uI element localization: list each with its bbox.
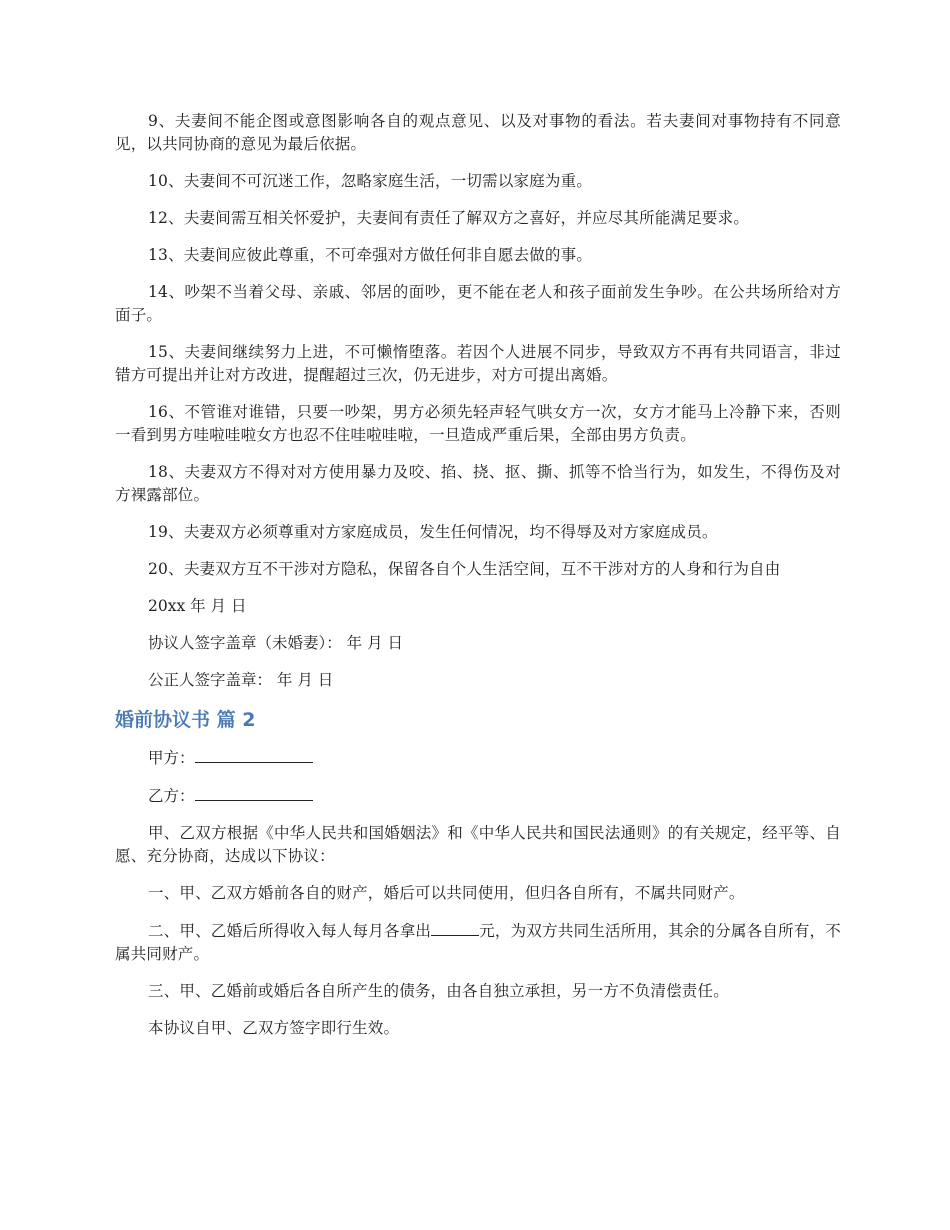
party-b-label: 乙方：: [148, 787, 195, 805]
section-heading: 婚前协议书 篇 2: [115, 709, 256, 731]
agreement-intro-paragraph: 甲、乙双方根据《中华人民共和国婚姻法》和《中华人民共和国民法通则》的有关规定，经平等、自愿、充分协商，达成以下协议：: [115, 824, 841, 865]
clause-paragraph: 9、夫妻间不能企图或意图影响各自的观点意见、以及对事物的看法。若夫妻间对事物持有不同意见，以共同协商的意见为最后依据。: [115, 112, 841, 153]
clause-two-paragraph: [115, 919, 841, 966]
clause-paragraph: 19、夫妻双方必须尊重对方家庭成员，发生任何情况，均不得辱及对方家庭成员。: [148, 523, 718, 541]
clause-paragraph: 10、夫妻间不可沉迷工作，忽略家庭生活，一切需以家庭为重。: [148, 172, 593, 190]
clause-paragraph: 13、夫妻间应彼此尊重，不可牵强对方做任何非自愿去做的事。: [148, 246, 593, 264]
amount-blank: [431, 919, 479, 936]
wife-signature-line: 协议人签字盖章（未婚妻）： 年 月 日: [148, 634, 404, 652]
clause-paragraph: 12、夫妻间需互相关怀爱护，夫妻间有责任了解双方之喜好，并应尽其所能满足要求。: [148, 209, 750, 227]
clause-two-text-before: 二、甲、乙婚后所得收入每人每月各拿出: [148, 922, 432, 940]
document-body: [115, 110, 841, 1054]
party-a-line: [115, 746, 841, 770]
clause-paragraph: 16、不管谁对谁错，只要一吵架，男方必须先轻声轻气哄女方一次，女方才能马上冷静下来，否则一看到男方哇啦哇啦女方也忍不住哇啦哇啦，一旦造成严重后果，全部由男方负责。: [115, 403, 841, 444]
clause-paragraph: 14、吵架不当着父母、亲戚、邻居的面吵，更不能在老人和孩子面前发生争吵。在公共场所给对方面子。: [115, 283, 841, 324]
clause-three-paragraph: 三、甲、乙婚前或婚后各自所产生的债务，由各自独立承担，另一方不负清偿责任。: [148, 982, 729, 1000]
notary-signature-line: 公正人签字盖章： 年 月 日: [148, 671, 334, 689]
clause-one-paragraph: 一、甲、乙双方婚前各自的财产，婚后可以共同使用，但归各自所有，不属共同财产。: [148, 884, 745, 902]
party-a-label: 甲方：: [148, 749, 195, 767]
clause-paragraph: 15、夫妻间继续努力上进，不可懒惰堕落。若因个人进展不同步，导致双方不再有共同语言，非过错方可提出并让对方改进，提醒超过三次，仍无进步，对方可提出离婚。: [115, 343, 841, 384]
effective-clause-paragraph: 本协议自甲、乙双方签字即行生效。: [148, 1019, 400, 1037]
date-line: 20xx 年 月 日: [148, 597, 247, 615]
clause-two-text-after: 元，为双方共同生活所用，其余的分属各自所有，不属共同财产。: [115, 922, 841, 963]
party-b-blank: [195, 784, 313, 801]
party-b-line: [115, 784, 841, 808]
clause-paragraph: 18、夫妻双方不得对对方使用暴力及咬、掐、挠、抠、撕、抓等不恰当行为，如发生，不得伤及对方裸露部位。: [115, 463, 841, 504]
party-a-blank: [195, 746, 313, 763]
clause-paragraph: 20、夫妻双方互不干涉对方隐私，保留各自个人生活空间，互不干涉对方的人身和行为自由: [148, 560, 781, 578]
